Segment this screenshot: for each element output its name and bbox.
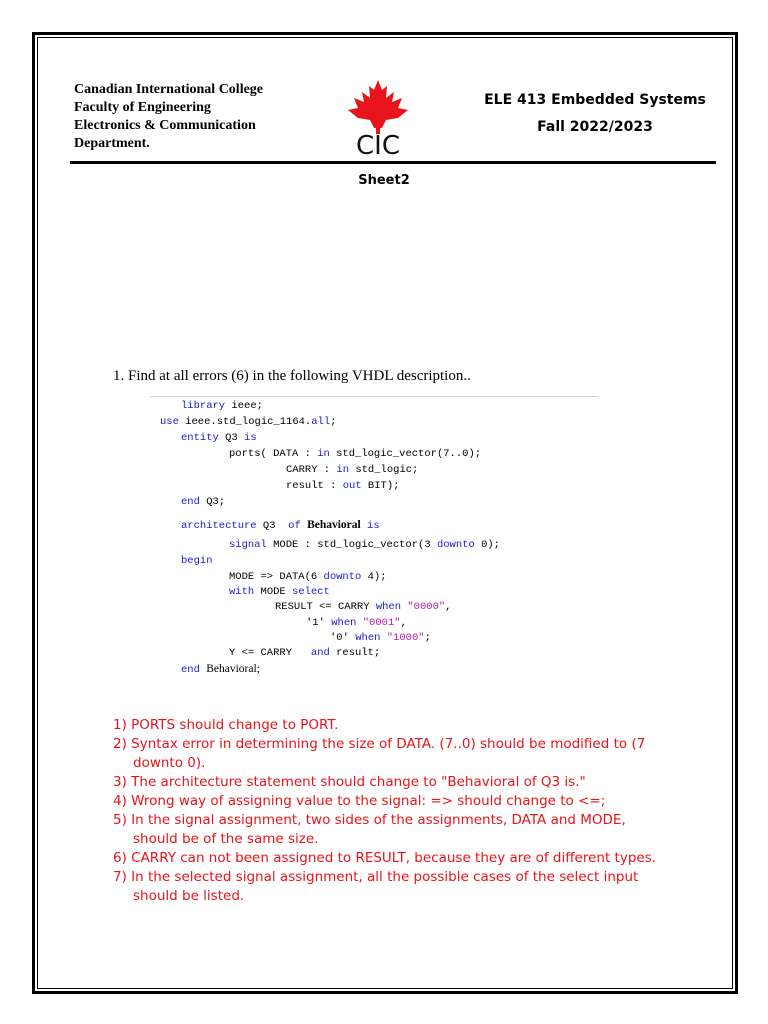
header-divider	[70, 161, 716, 164]
code-line	[330, 631, 431, 645]
code-token: "0001"	[362, 617, 401, 629]
code-line	[160, 415, 336, 429]
code-token: with	[229, 586, 255, 598]
code-token: in	[336, 464, 350, 476]
code-token: end	[181, 496, 200, 508]
code-line	[306, 616, 407, 630]
answer-item: 2) Syntax error in determining the size of DATA. (7..0) should be modified to (7 downto 0).	[113, 736, 646, 771]
code-token: 4);	[361, 571, 387, 583]
code-token: entity	[181, 432, 219, 444]
course-title: ELE 413 Embedded Systems	[484, 92, 706, 108]
code-line	[181, 399, 263, 413]
institution-line: Faculty of Engineering	[74, 100, 211, 115]
code-line	[229, 447, 481, 461]
code-token: MODE => DATA(6	[229, 571, 324, 583]
code-token: ,	[445, 601, 452, 613]
institution-line: Canadian International College	[74, 82, 264, 97]
vhdl-code-block	[0, 399, 768, 679]
code-token: BIT);	[361, 480, 400, 492]
code-line	[181, 495, 225, 509]
answer-item: 1) PORTS should change to PORT.	[113, 717, 339, 733]
answer-item: 7) In the selected signal assignment, all the possible cases of the select input should be listed.	[113, 869, 639, 904]
code-token: '1'	[306, 617, 332, 629]
institution-line: Electronics & Communication	[74, 118, 256, 133]
code-line	[286, 463, 418, 477]
code-token: library ieee;	[181, 400, 263, 412]
code-line	[229, 585, 330, 599]
answer-item: 6) CARRY can not been assigned to RESULT, because they are of different types.	[113, 850, 657, 866]
answers-list	[113, 716, 673, 906]
code-token: ;	[330, 416, 337, 428]
cic-logo	[342, 78, 414, 156]
code-token: MODE : std_logic_vector(3	[266, 539, 437, 551]
answer-item: 4) Wrong way of assigning value to the signal: => should change to <=;	[113, 793, 606, 809]
code-token: downto	[323, 571, 362, 583]
code-token: Y <= CARRY	[229, 647, 311, 659]
code-line	[229, 570, 387, 584]
code-token: result;	[329, 647, 381, 659]
code-token: Behavioral;	[206, 663, 260, 675]
code-token: ;	[424, 632, 431, 644]
code-token: select	[292, 586, 330, 598]
code-token: Q3	[256, 520, 289, 532]
code-token: end	[181, 664, 200, 676]
answer-item: 3) The architecture statement should change to "Behavioral of Q3 is."	[113, 774, 586, 790]
code-token: result :	[286, 480, 343, 492]
code-line	[229, 646, 380, 660]
code-token: and	[310, 647, 330, 659]
code-token: out	[342, 480, 362, 492]
code-line	[181, 518, 380, 533]
code-line	[286, 479, 399, 493]
logo-text: CIC	[356, 131, 400, 156]
code-token: '0'	[330, 632, 356, 644]
maple-leaf-icon	[348, 80, 408, 134]
code-top-rule	[150, 396, 598, 397]
code-token: signal	[229, 539, 267, 551]
code-token: begin	[181, 555, 213, 567]
code-line	[229, 538, 500, 552]
institution-line: Department.	[74, 136, 150, 151]
code-token: of	[288, 520, 301, 532]
code-token: ieee.std_logic_1164.	[178, 416, 312, 428]
code-token: ports( DATA :	[229, 448, 318, 460]
code-token: use	[160, 416, 179, 428]
code-token: Behavioral	[307, 519, 361, 531]
code-token: std_logic_vector(7..0);	[329, 448, 482, 460]
code-token: "1000"	[386, 632, 425, 644]
code-token: Q3;	[199, 496, 226, 508]
code-token: in	[317, 448, 330, 460]
code-token: is	[244, 432, 257, 444]
code-token: when	[355, 632, 381, 644]
code-line	[181, 554, 213, 568]
code-line	[181, 431, 257, 445]
code-token: architecture	[181, 520, 257, 532]
code-token: MODE	[254, 586, 293, 598]
course-term: Fall 2022/2023	[537, 119, 653, 135]
code-token: "0000"	[407, 601, 446, 613]
code-token: when	[331, 617, 357, 629]
code-token: 0);	[474, 539, 500, 551]
institution-block	[74, 81, 263, 153]
code-token: std_logic;	[349, 464, 419, 476]
code-token: ,	[400, 617, 407, 629]
question-text: 1. Find at all errors (6) in the following VHDL description..	[113, 368, 471, 384]
code-token: downto	[436, 539, 475, 551]
course-block	[480, 92, 710, 135]
code-line	[181, 662, 260, 677]
code-token: RESULT <= CARRY	[275, 601, 376, 613]
code-token: all	[311, 416, 331, 428]
code-token: CARRY :	[286, 464, 337, 476]
sheet-title: Sheet2	[358, 173, 410, 188]
code-line	[275, 600, 451, 614]
code-token: when	[375, 601, 402, 613]
answer-item: 5) In the signal assignment, two sides of the assignments, DATA and MODE, should be of the same size.	[113, 812, 626, 847]
code-token: is	[367, 520, 380, 532]
code-token: Q3	[218, 432, 245, 444]
